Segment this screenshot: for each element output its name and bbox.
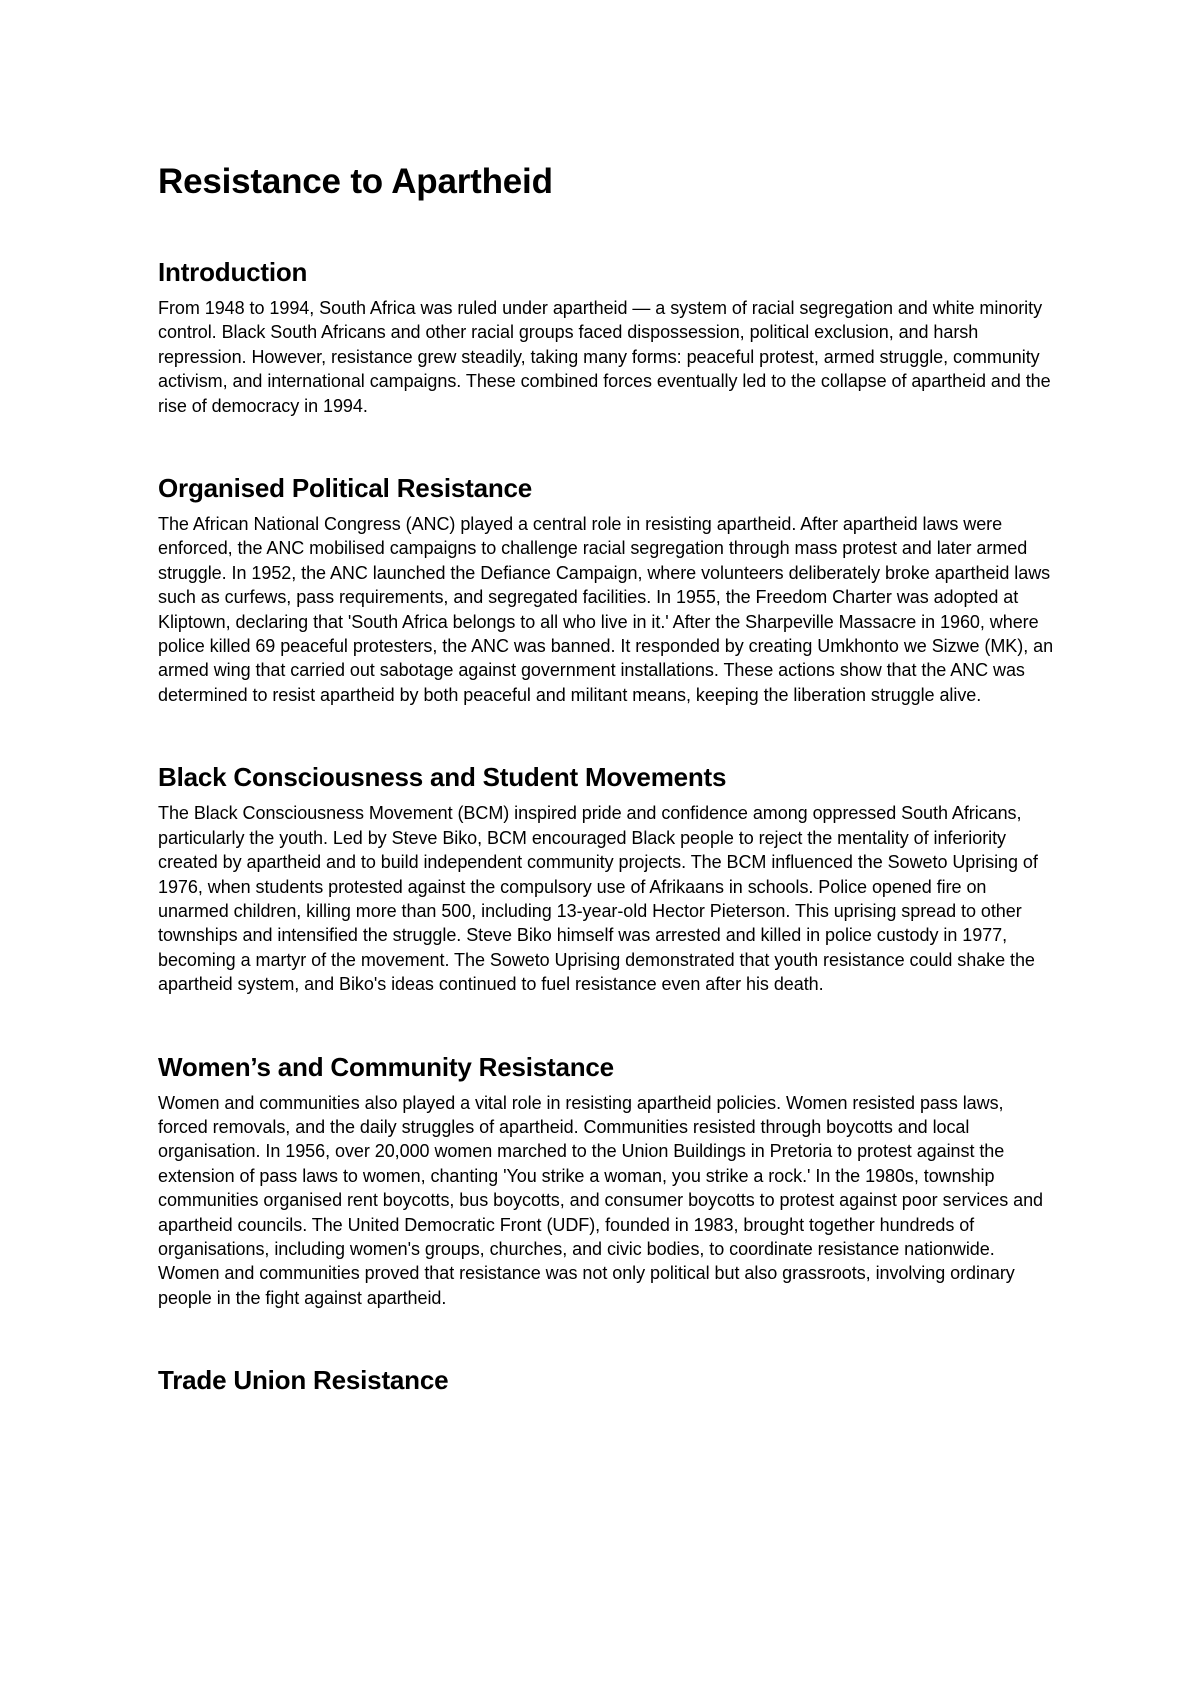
section-introduction: [158, 254, 1058, 418]
section-body: The Black Consciousness Movement (BCM) inspired pride and confidence among oppressed South Africans, particularly the youth. Led by Steve Biko, BCM encouraged Black people to reject the mentality of inferiority created by apartheid and to build independent community projects. The BCM influenced the Soweto Uprising of 1976, when students protested against the compulsory use of Afrikaans in schools. Police opened fire on unarmed children, killing more than 500, including 13-year-old Hector Pieterson. This uprising spread to other townships and intensified the struggle. Steve Biko himself was arrested and killed in police custody in 1977, becoming a martyr of the movement. The Soweto Uprising demonstrated that youth resistance could shake the apartheid system, and Biko's ideas continued to fuel resistance even after his death.: [158, 803, 1038, 995]
section-body: The African National Congress (ANC) played a central role in resisting apartheid. After apartheid laws were enforced, the ANC mobilised campaigns to challenge racial segregation through mass protest and later armed struggle. In 1952, the ANC launched the Defiance Campaign, where volunteers deliberately broke apartheid laws such as curfews, pass requirements, and segregated facilities. In 1955, the Freedom Charter was adopted at Kliptown, declaring that 'South Africa belongs to all who live in it.' After the Sharpeville Massacre in 1960, where police killed 69 peaceful protesters, the ANC was banned. It responded by creating Umkhonto we Sizwe (MK), an armed wing that carried out sabotage against government installations. These actions show that the ANC was determined to resist apartheid by both peaceful and militant means, keeping the liberation struggle alive.: [158, 514, 1054, 705]
section-womens-community-resistance: [158, 1049, 1058, 1311]
section-organised-political-resistance: [158, 470, 1058, 707]
section-body: Women and communities also played a vital role in resisting apartheid policies. Women resisted pass laws, forced removals, and the daily struggles of apartheid. Communities resisted through boycotts and local organisation. In 1956, over 20,000 women marched to the Union Buildings in Pretoria to protest against the extension of pass laws to women, chanting 'You strike a woman, you strike a rock.' In the 1980s, township communities organised rent boycotts, bus boycotts, and consumer boycotts to protest against poor services and apartheid councils. The United Democratic Front (UDF), founded in 1983, brought together hundreds of organisations, including women's groups, churches, and civic bodies, to coordinate resistance nationwide. Women and communities proved that resistance was not only political but also grassroots, involving ordinary people in the fight against apartheid.: [158, 1092, 1044, 1308]
document-title: Resistance to Apartheid: [158, 162, 553, 201]
section-trade-union-resistance: [158, 1362, 1058, 1398]
section-heading: Organised Political Resistance: [158, 473, 533, 504]
section-heading: Trade Union Resistance: [158, 1365, 449, 1396]
section-heading: Women’s and Community Resistance: [158, 1051, 614, 1082]
section-heading: Introduction: [158, 257, 308, 287]
section-black-consciousness: [158, 759, 1058, 996]
section-heading: Black Consciousness and Student Movements: [158, 762, 727, 793]
section-body: From 1948 to 1994, South Africa was ruled under apartheid — a system of racial segregation and white minority control. Black South Africans and other racial groups faced dispossession, political exclusion, and harsh repression. However, resistance grew steadily, taking many forms: peaceful protest, armed struggle, community activism, and international campaigns. These combined forces eventually led to the collapse of apartheid and the rise of democracy in 1994.: [158, 298, 1051, 416]
document-page: [158, 150, 1058, 1398]
